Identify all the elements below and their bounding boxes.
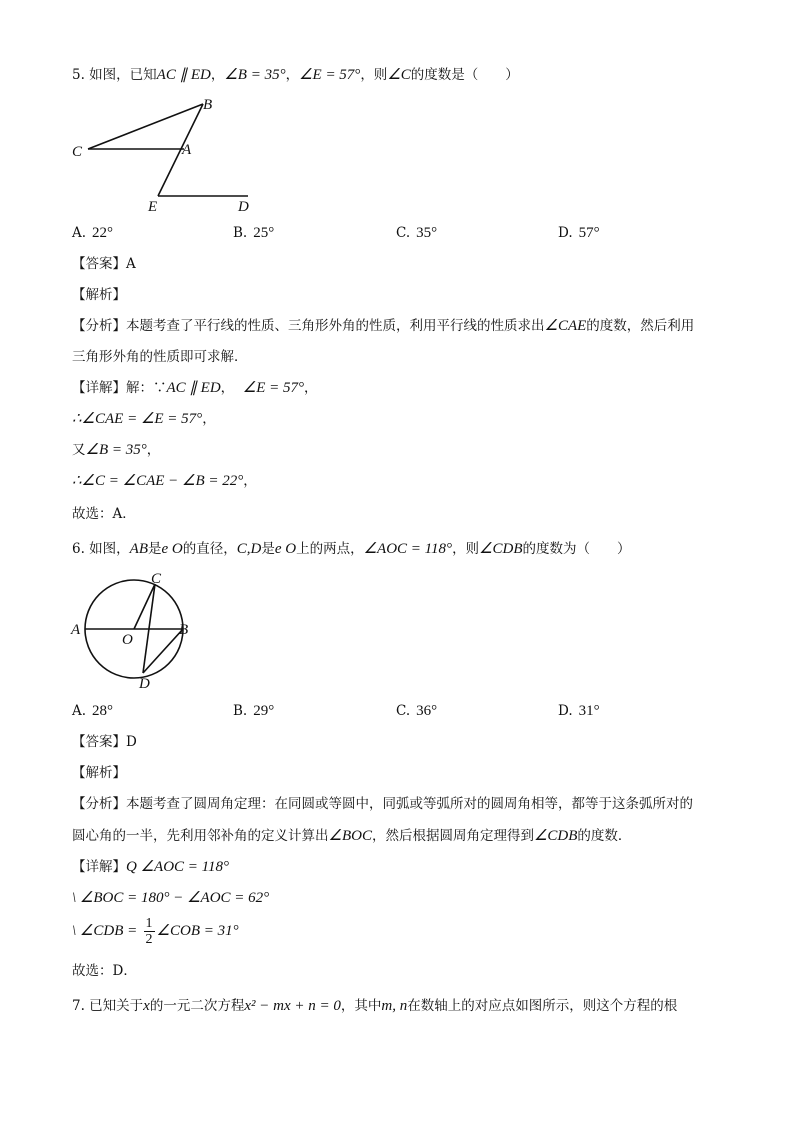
point-label-B: B — [179, 622, 189, 638]
q7-stem: 7. 已知关于x的一元二次方程x² − mx + n = 0，其中m, n在数轴上的对应点如图所示，则这个方程的根 — [72, 998, 678, 1014]
point-label-A: A — [71, 622, 81, 638]
point-label-D: D — [139, 676, 150, 692]
q6-option-c: C. 36° — [396, 703, 438, 719]
point-label-C: C — [151, 571, 162, 587]
q6-analysis-line1: 【分析】本题考查了圆周角定理：在同圆或等圆中，同弧或等弧所对的圆周角相等，都等于这条弧所对的 — [72, 796, 693, 812]
q5-option-d: D. 57° — [558, 225, 600, 241]
q5-analysis-title: 【解析】 — [72, 287, 126, 303]
point-label-A: A — [182, 142, 192, 158]
q5-option-b: B. 25° — [233, 225, 275, 241]
q6-option-a: A. 28° — [72, 703, 114, 719]
point-label-B: B — [203, 97, 213, 113]
q5-analysis-line1: 【分析】本题考查了平行线的性质、三角形外角的性质，利用平行线的性质求出∠CAE的度数，然后利用 — [72, 318, 695, 334]
point-label-O: O — [122, 632, 133, 648]
q5-stem: 5. 如图，已知AC ∥ ED，∠B = 35°，∠E = 57°，则∠C的度数是（ ） — [72, 67, 519, 83]
q5-option-a: A. 22° — [72, 225, 114, 241]
q6-option-d: D. 31° — [558, 703, 600, 719]
q6-stem: 6. 如图，AB是e O的直径，C,D是e O上的两点，∠AOC = 118°，则∠CDB的度数为（ ） — [72, 541, 631, 557]
q5-step2: 又∠B = 35°， — [72, 442, 161, 458]
point-label-C: C — [72, 144, 83, 160]
fraction-one-half: $\frac{1}{2}$ — [145, 916, 153, 947]
q5-choose: 故选：A． — [72, 506, 136, 522]
q6-step1: \ ∠BOC = 180° − ∠AOC = 62° — [72, 890, 270, 906]
q5-detail: 【详解】解：∵AC ∥ ED， ∠E = 57°， — [72, 380, 318, 396]
segment-BE — [158, 104, 203, 196]
q6-analysis-title: 【解析】 — [72, 765, 126, 781]
q6-option-b: B. 29° — [233, 703, 275, 719]
q5-answer: 【答案】A — [72, 256, 136, 272]
q6-choose: 故选：D． — [72, 963, 137, 979]
point-label-D: D — [238, 199, 249, 215]
q5-step3: ∴∠C = ∠CAE − ∠B = 22°， — [72, 473, 257, 489]
q5-figure — [66, 94, 266, 218]
q6-figure — [66, 570, 206, 694]
q5-option-c: C. 35° — [396, 225, 438, 241]
q6-answer: 【答案】D — [72, 734, 137, 750]
q6-detail: 【详解】Q ∠AOC = 118° — [72, 859, 230, 875]
q6-analysis-line2: 圆心角的一半，先利用邻补角的定义计算出∠BOC，然后根据圆周角定理得到∠CDB的度数． — [72, 828, 632, 844]
point-label-E: E — [148, 199, 158, 215]
q5-step1: ∴∠CAE = ∠E = 57°， — [72, 411, 216, 427]
q5-analysis-line2: 三角形外角的性质即可求解． — [72, 349, 248, 365]
q6-step2: \ ∠CDB = $\frac{1}{2}$ ∠COB = 31° — [72, 916, 239, 947]
